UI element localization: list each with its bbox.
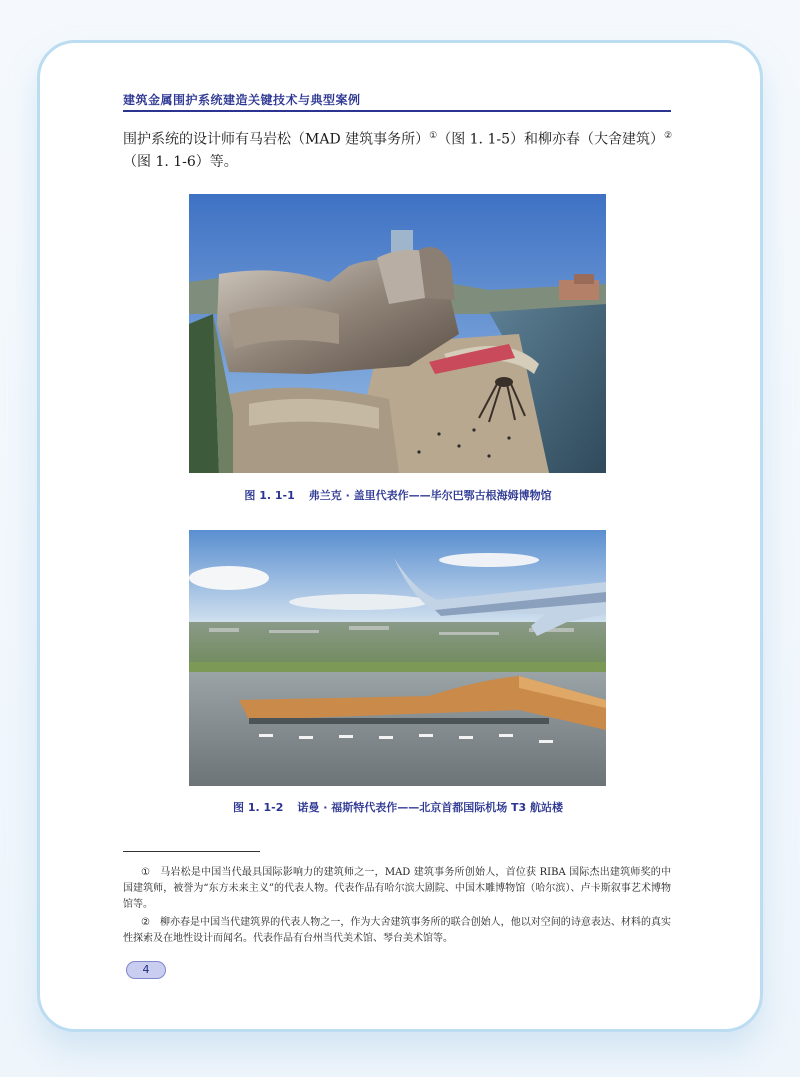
page-number-badge: 4 [126,961,166,979]
figure-1-number: 图 1. 1-1 [244,489,295,502]
footnote-separator [123,851,260,852]
body-paragraph [123,125,673,173]
footnote-1 [123,865,671,913]
figure-2-number: 图 1. 1-2 [232,801,284,814]
body-text-part2: （图 1. 1-5）和柳亦春（大舍建筑） [437,131,665,148]
figure-1-title: 弗兰克 · 盖里代表作——毕尔巴鄂古根海姆博物馆 [308,489,552,502]
figure-airport-photo [189,530,606,786]
figure-2-title: 诺曼 · 福斯特代表作——北京首都国际机场 T3 航站楼 [297,801,564,814]
body-text-part3: （图 1. 1-6）等。 [123,153,238,170]
body-text-part1: 围护系统的设计师有马岩松（MAD 建筑事务所） [123,131,430,148]
footnote-1-mark: ① [141,867,151,878]
footnote-2-text: 柳亦春是中国当代建筑界的代表人物之一，作为大舍建筑事务所的联合创始人，他以对空间的诗意表达、材料的真实性探索及在地性设计而闻名。代表作品有台州当代美术馆、琴台美术馆等。 [123,917,672,944]
footnote-ref-2: ② [664,131,673,141]
figure-1-caption [123,487,673,503]
running-header: 建筑金属围护系统建造关键技术与典型案例 [123,93,361,107]
footnote-2 [123,915,671,947]
airport-illustration [189,530,606,786]
guggenheim-illustration [189,194,606,473]
header-rule [123,110,671,112]
figure-2-caption [123,799,673,815]
footnote-2-mark: ② [141,917,150,928]
footnote-ref-1: ① [429,131,438,141]
footnote-1-text: 马岩松是中国当代最具国际影响力的建筑师之一，MAD 建筑事务所创始人，首位获 RIBA 国际杰出建筑师奖的中国建筑师，被誉为“东方未来主义”的代表人物。代表作品有哈尔滨大剧院、中国木雕博物馆（哈尔滨）、卢卡斯叙事艺术博物馆等。 [123,867,671,910]
figure-guggenheim-photo [189,194,606,473]
footnotes [123,865,671,949]
